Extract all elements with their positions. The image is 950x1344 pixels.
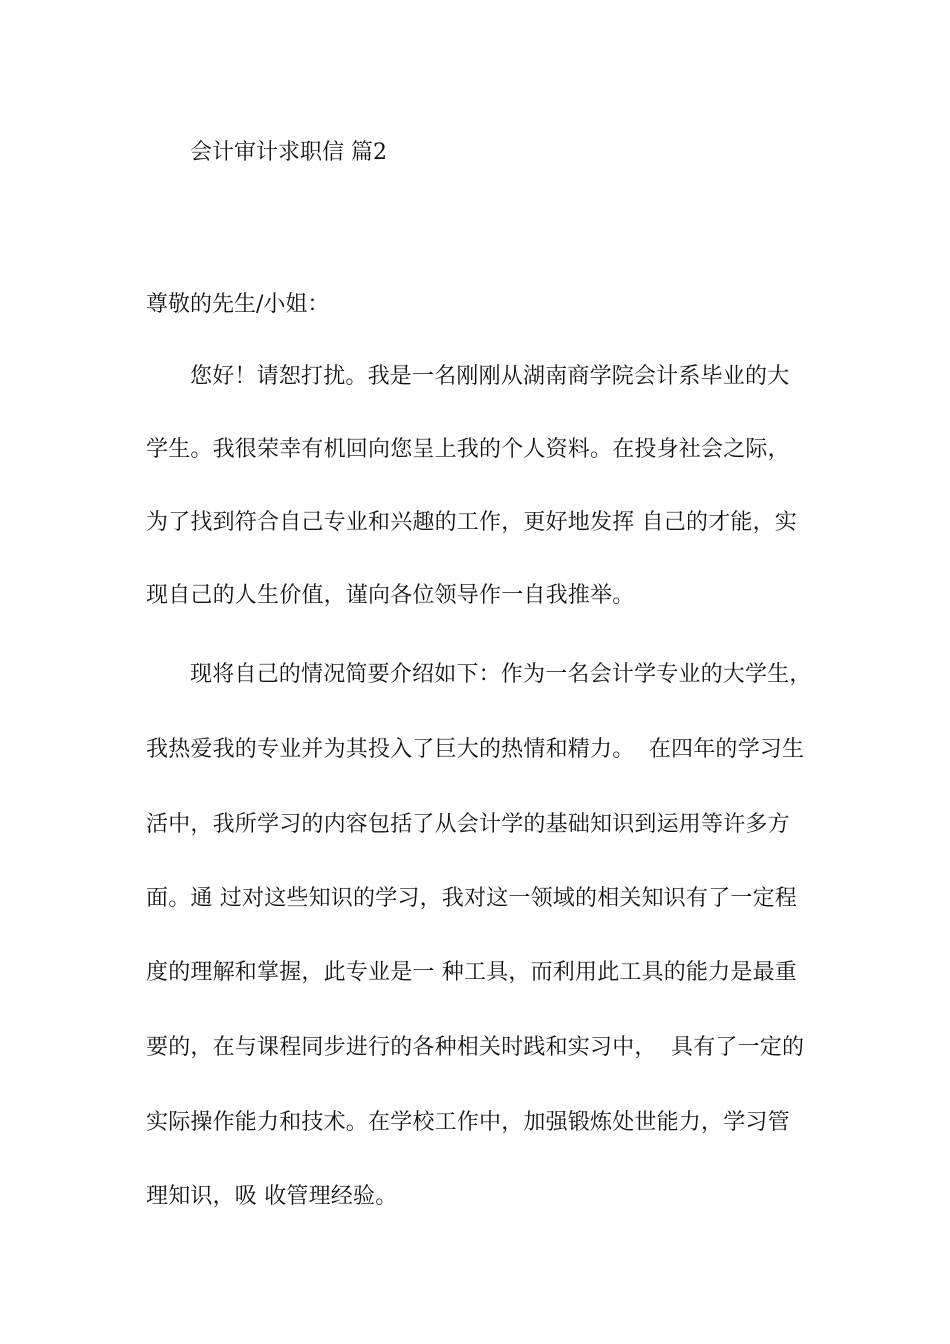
body-line: 面。通 过对这些知识的学习，我对这一领域的相关知识有了一定程: [146, 886, 797, 911]
body-line: 度的理解和掌握，此专业是一 种工具，而利用此工具的能力是最重: [146, 960, 797, 985]
salutation: 尊敬的先生/小姐：: [146, 292, 330, 317]
body-line: 理知识，吸 收管理经验。: [146, 1184, 398, 1209]
body-line: 活中，我所学习的内容包括了从会计学的基础知识到运用等许多方: [146, 812, 790, 837]
body-line: 学生。我很荣幸有机回向您呈上我的个人资料。在投身社会之际，: [146, 437, 790, 462]
body-line: 现自己的人生价值，谨向各位领导作一自我推举。: [146, 583, 635, 608]
document-title: 会计审计求职信 篇2: [190, 140, 387, 165]
body-line: 要的，在与课程同步进行的各种相关时践和实习中， 具有了一定的: [146, 1035, 805, 1060]
body-line: 您好！请恕打扰。我是一名刚刚从湖南商学院会计系毕业的大: [190, 364, 790, 389]
body-line: 为了找到符合自己专业和兴趣的工作，更好地发挥 自己的才能，实: [146, 510, 797, 535]
body-line: 现将自己的情况简要介绍如下：作为一名会计学专业的大学生，: [190, 662, 812, 687]
body-line: 实际操作能力和技术。在学校工作中，加强锻炼处世能力，学习管: [146, 1110, 790, 1135]
body-line: 我热爱我的专业并为其投入了巨大的热情和精力。 在四年的学习生: [146, 737, 805, 762]
